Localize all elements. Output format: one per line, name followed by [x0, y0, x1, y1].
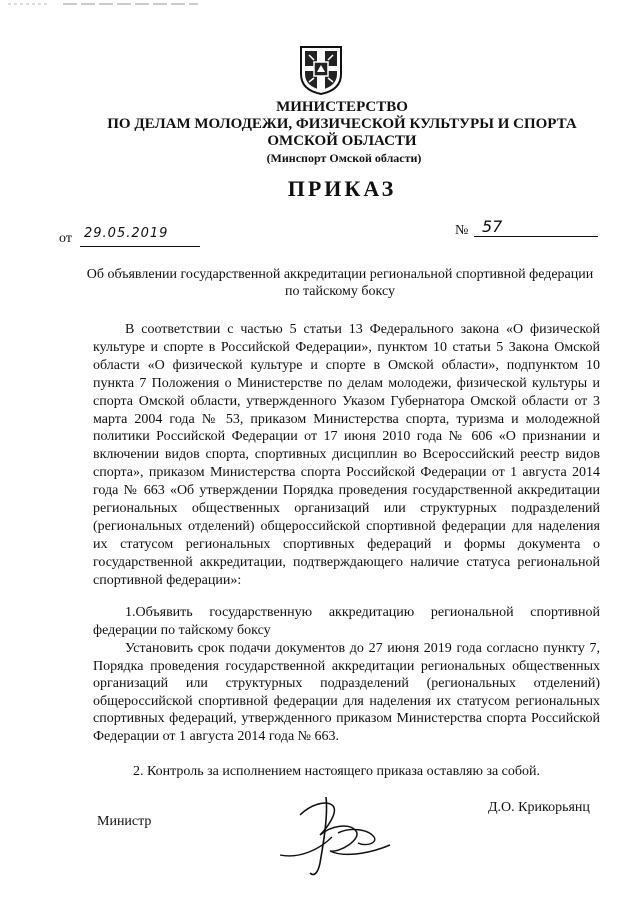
date-value: 29.05.2019: [84, 226, 169, 241]
order-item-2: 2. Контроль за исполнением настоящего приказа оставляю за собой.: [133, 764, 541, 779]
handwritten-signature: [270, 785, 410, 880]
number-value: 57: [482, 217, 503, 236]
date-label: от: [59, 231, 72, 246]
order-item-1: 1.Объявить государственную аккредитацию региональной спортивной федерации по тайскому боксу: [93, 605, 600, 638]
ministry-region: ОМСКОЙ ОБЛАСТИ: [267, 133, 417, 149]
document-subject: Об объявлении государственной аккредитации региональной спортивной федерации по тайскому боксу: [86, 267, 594, 299]
scan-artifact: [8, 1, 208, 7]
omsk-coat-of-arms-icon: [298, 44, 344, 96]
order-item-1-deadline: Установить срок подачи документов до 27 июня 2019 года согласно пункту 7, Порядка проведения государственной аккредитации региональных общественных организаций или структурных подразделений (региональных отделений) общероссийской спортивной федерации для наделения их статусом региональных спортивных федераций, утвержденного приказом Министерства спорта Российской Федерации от 1 августа 2014 года № 663.: [93, 641, 600, 744]
ministry-title: МИНИСТЕРСТВО: [276, 99, 408, 115]
date-underline: [80, 246, 200, 247]
signer-name: Д.О. Крикорьянц: [488, 800, 590, 815]
signer-position: Министр: [97, 814, 152, 829]
ministry-short-name: (Минспорт Омской области): [266, 151, 422, 165]
number-label: №: [455, 223, 469, 238]
ministry-subtitle: ПО ДЕЛАМ МОЛОДЕЖИ, ФИЗИЧЕСКОЙ КУЛЬТУРЫ И СПОРТА: [107, 116, 577, 132]
number-underline: [474, 236, 598, 237]
preamble-paragraph: В соответствии с частью 5 статьи 13 Федерального закона «О физической культуре и спорте в Российской Федерации», пунктом 10 статьи 5 Закона Омской области «О физической культуре и спорте в Омской области», подпунктом 10 пункта 7 Положения о Министерстве по делам молодежи, физической культуры и спорта Омской области, утвержденного Указом Губернатора Омской области от 3 марта 2004 года № 53, приказом Министерства спорта, туризма и молодежной политики Российской Федерации от 17 июня 2010 года № 606 «О признании и включении видов спорта, спортивных дисциплин во Всероссийский реестр видов спорта», приказом Министерства спорта Российской Федерации от 1 августа 2014 года № 663 «Об утверждении Порядка проведения государственной аккредитации региональных общественных организаций или структурных подразделений (региональных отделений) общероссийской спортивной федерации для наделения их статусом региональных спортивных федераций и формы документа о государственной аккредитации, подтверждающего наличие статуса региональной спортивной федерации»:: [93, 322, 600, 588]
document-title: ПРИКАЗ: [287, 176, 397, 201]
